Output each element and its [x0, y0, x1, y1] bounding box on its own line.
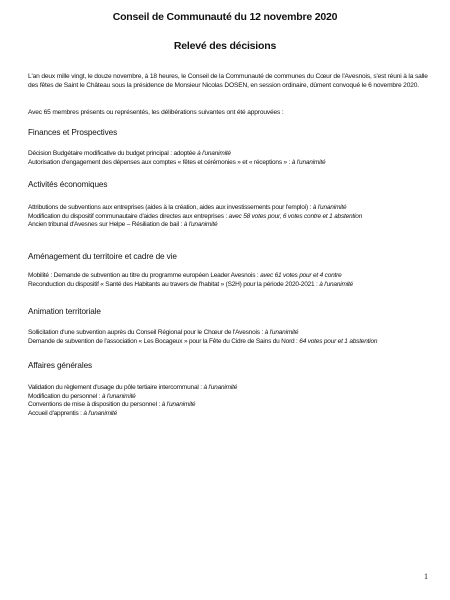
- decision-item: [28, 150, 428, 159]
- decision-text: Demande de subvention de l'association « Les Bocageux » pour la Fête du Cidre de Sains du Nord :: [28, 337, 300, 345]
- decision-text: Modification du personnel :: [28, 392, 102, 400]
- document-title: Conseil de Communauté du 12 novembre 2020: [112, 11, 338, 23]
- decision-text: Accueil d'apprentis :: [28, 409, 84, 417]
- decision-text: Modification du dispositif communautaire d'aides directes aux entreprises :: [28, 212, 229, 220]
- decision-text: Décision Budgétaire modificative du budget principal : adoptée: [28, 150, 198, 157]
- decision-item: [28, 272, 428, 281]
- decision-text: Attributions de subventions aux entreprises (aides à la création, aides aux investissements pour l'emploi) :: [28, 204, 313, 211]
- decision-text: Sollicitation d'une subvention auprès du Conseil Régional pour le Chœur de l'Avesnois :: [28, 329, 265, 336]
- decision-item: [28, 221, 428, 230]
- decision-result: à l'unanimité: [161, 401, 196, 409]
- decision-item: [28, 410, 428, 419]
- decision-result: à l'unanimité: [291, 158, 326, 166]
- decision-text: Ancien tribunal d'Avesnes sur Helpe – Résiliation de bail :: [28, 221, 184, 229]
- decision-text: Reconduction du dispositif « Santé des Habitants au travers de l'habitat » (S2H) pour la période 2020-2021 :: [28, 280, 320, 288]
- section-heading-animation-territoriale: Animation territoriale: [28, 307, 101, 316]
- decision-text: Mobilité : Demande de subvention au titre du programme européen Leader Avesnois :: [28, 272, 261, 279]
- page-number: 1: [424, 572, 428, 581]
- section-items-amenagement: [28, 272, 428, 289]
- decision-result: à l'unanimité: [101, 392, 136, 400]
- decision-item: [28, 204, 428, 213]
- intro-paragraph: L'an deux mille vingt, le douze novembre, à 18 heures, le Conseil de la Communauté de communes du Cœur de l'Avesnois, s'est réuni à la salle des fêtes de Saint le Château sous la présidence de Monsieur Nicolas DOSEN, en session ordinaire, dûment convoqué le 6 novembre 2020.: [28, 73, 428, 89]
- decision-result: avec 58 votes pour, 6 votes contre et 1 abstention: [228, 212, 363, 220]
- section-heading-affaires-generales: Affaires générales: [28, 361, 93, 370]
- decision-item: [28, 384, 428, 393]
- section-items-activites-economiques: [28, 204, 428, 230]
- members-present-paragraph: Avec 65 membres présents ou représentés, les délibérations suivantes ont été approuvées :: [28, 109, 284, 116]
- decision-result: à l'unanimité: [83, 409, 118, 417]
- section-items-affaires-generales: [28, 384, 428, 418]
- decision-item: [28, 281, 428, 290]
- decision-result: à l'unanimité: [312, 204, 347, 211]
- decision-result: à l'unanimité: [183, 221, 218, 229]
- decision-item: [28, 213, 428, 222]
- decision-result: 64 votes pour et 1 abstention: [299, 337, 378, 345]
- decision-text: Validation du règlement d'usage du pôle tertiaire intercommunal :: [28, 384, 204, 391]
- section-heading-finances: Finances et Prospectives: [28, 128, 118, 137]
- decision-result: avec 61 votes pour et 4 contre: [260, 272, 342, 279]
- decision-item: [28, 159, 428, 168]
- decision-result: à l'unanimité: [203, 384, 238, 391]
- section-items-finances: [28, 150, 428, 167]
- decision-item: [28, 329, 428, 338]
- document-subtitle: Relevé des décisions: [173, 40, 277, 52]
- section-heading-activites-economiques: Activités économiques: [28, 180, 108, 189]
- decision-item: [28, 401, 428, 410]
- decision-item: [28, 393, 428, 402]
- decision-text: Conventions de mise à disposition du personnel :: [28, 401, 162, 409]
- section-heading-amenagement: Aménagement du territoire et cadre de vie: [28, 252, 177, 261]
- decision-text: Autorisation d'engagement des dépenses aux comptes « fêtes et cérémonies » et « réceptions » :: [28, 158, 292, 166]
- decision-result: à l'unanimité: [197, 150, 231, 157]
- decision-item: [28, 338, 428, 347]
- section-items-animation-territoriale: [28, 329, 428, 346]
- decision-result: à l'unanimité: [319, 280, 353, 288]
- decision-result: à l'unanimité: [264, 329, 299, 336]
